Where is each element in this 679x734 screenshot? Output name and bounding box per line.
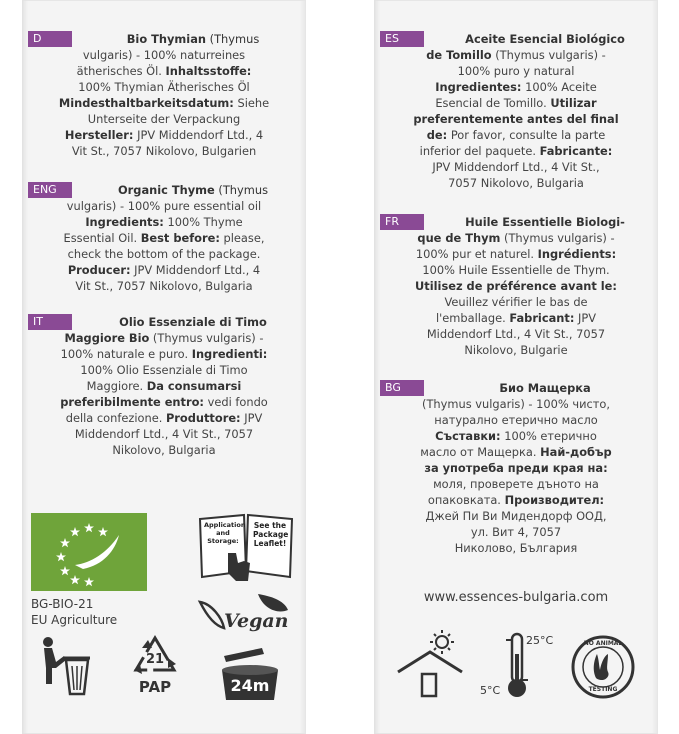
it-title: Olio Essenziale di Timo [119,315,267,329]
eu-organic-logo [31,513,147,591]
lang-tag-it: IT [28,314,72,330]
lang-tag-es: ES [380,31,424,47]
de-title: Bio Thymian [126,32,207,46]
temp-high: 25°C [526,634,554,647]
lang-tag-en: ENG [28,182,72,198]
pap-number: 21 [145,652,165,667]
leaflet-left-text: Application and Storage: [204,521,246,545]
store-away-from-sun-icon [394,628,466,700]
section-german: D Bio Thymian (Thymus vulgaris) - 100% naturreines ätherisches Öl. Inhaltsstoffe: 100% Thymian Ätherisches Öl Mindesthaltbarkeitsdatum: Siehe Unterseite der Verpackung Hersteller: JPV Middendorf Ltd., 4 Vit St., 7057 Nikolovo, Bulgarien [22,31,306,159]
vegan-text: Vegan [224,610,289,632]
section-english: ENG Organic Thyme (Thymus vulgaris) - 100% pure essential oil Ingredients: 100% Thyme Essential Oil. Best before: please, check the bottom of the package. Producer: JPV Middendorf Ltd., 4 Vit St., 7057 Nikolovo, Bulgaria [22,182,306,294]
section-spanish: ES Aceite Esencial Biológico de Tomillo (Thymus vulgaris) - 100% puro y natural Ingredientes: 100% Aceite Esencial de Tomillo. Utilizar preferentemente antes del final de: Por favor, consulte la parte inferior del paquete. Fabricante: JPV Middendorf Ltd., 4 Vit St., 7057 Nikolovo, Bulgaria [374,31,658,191]
bg-title: Био Мащерка [499,381,591,395]
eu-agriculture-label: EU Agriculture [31,613,118,627]
eu-leaf-icon [31,513,147,591]
en-title: Organic Thyme [117,183,215,197]
period-after-opening-icon [218,646,282,704]
vegan-icon [194,590,294,638]
no-animal-testing-icon [570,634,636,700]
es-title: Aceite Esencial Biológico [465,32,625,46]
bio-code: BG-BIO-21 [31,597,94,611]
right-panel [374,0,658,734]
temp-low: 5°C [480,684,501,697]
pap-label: PAP [138,678,172,696]
lang-tag-fr: FR [380,214,424,230]
leaflet-icon [198,513,296,585]
section-italian: IT Olio Essenziale di Timo Maggiore Bio (Thymus vulgaris) - 100% naturale e puro. Ingredienti: 100% Olio Essenziale di Timo Maggiore. Da consumarsi preferibilmente entro: vedi fondo della confezione. Produttore: JPV Middendorf Ltd., 4 Vit St., 7057 Nikolovo, Bulgaria [22,314,306,458]
section-bulgarian: BG Био Мащерка (Thymus vulgaris) - 100% чисто, натурално етерично масло Съставки: 100% етерично масло от Мащерка. Най-добър за употреба преди края на: моля, проверете дъното на опаковката. Производител: Джей Пи Ви Мидендорф ООД, ул. Вит 4, 7057 Николово, България [374,380,658,556]
lang-tag-bg: BG [380,380,424,396]
no-animal-bottom-text: TESTING [588,686,618,693]
recycle-pap-icon [124,634,186,700]
leaflet-right-text: See the Package Leaflet! [253,521,289,548]
lang-tag-de: D [28,31,72,47]
fr-title: Huile Essentielle Biologi- [465,215,625,229]
pao-label: 24m [230,676,270,695]
left-panel [22,0,306,734]
section-french: FR Huile Essentielle Biologi- que de Thym (Thymus vulgaris) - 100% pur et naturel. Ingrédients: 100% Huile Essentielle de Thym. Utilisez de préférence avant le: Veuillez vérifier le bas de l'emballage. Fabricant: JPV Middendorf Ltd., 4 Vit St., 7057 Nikolovo, Bulgarie [374,214,658,358]
no-animal-top-text: NO ANIMAL [583,640,623,647]
temperature-range-icon [480,628,552,702]
trash-bin-icon [36,636,94,698]
website-url[interactable]: www.essences-bulgaria.com [423,590,609,605]
